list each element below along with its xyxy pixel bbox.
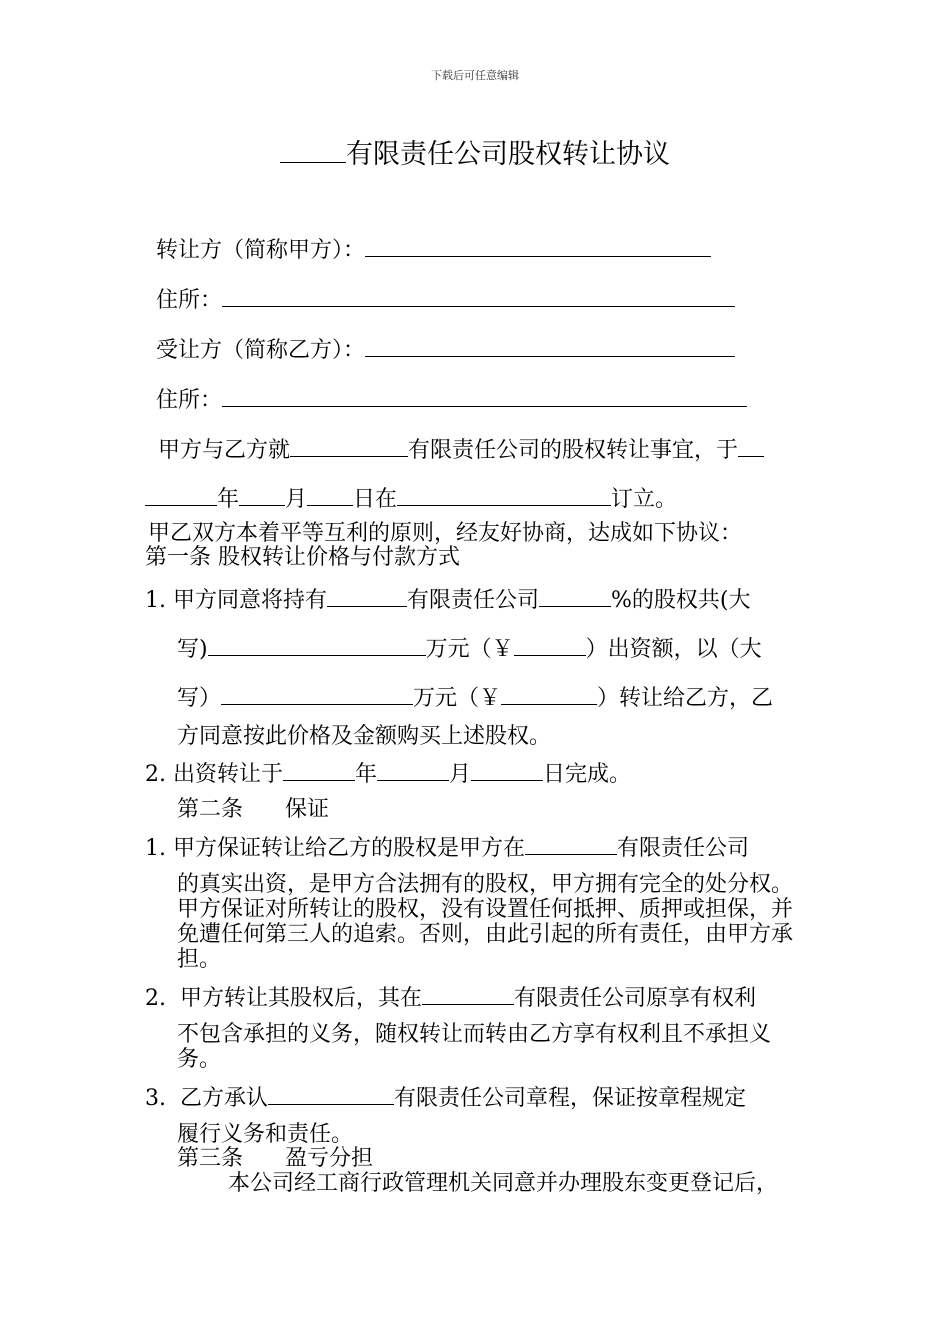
transferor-line: 转让方（简称甲方）： — [156, 234, 711, 266]
article-2-item-1-text: 的真实出资，是甲方合法拥有的股权，甲方拥有完全的处分权。甲方保证对所转让的股权，没有设置任何抵押、质押或担保，并免遭任何第三人的追索。否则，由此引起的所有责任，由甲方承担。 — [177, 872, 794, 972]
day-blank — [307, 483, 353, 506]
intro-line-3: 甲乙双方本着平等互利的原则，经友好协商，达成如下协议： — [148, 521, 743, 546]
guarantee-company-blank — [525, 832, 617, 855]
capital-words-blank — [208, 633, 426, 656]
article-1-item-2: 2. 出资转让于 年 月 日完成。 — [145, 758, 631, 790]
charter-company-blank — [268, 1082, 394, 1105]
transfer-day-blank — [471, 758, 543, 781]
article-1-item-1-line-4: 方同意按此价格及金额购买上述股权。 — [177, 724, 552, 749]
transferor-address-blank — [222, 284, 735, 307]
capital-amount-blank — [514, 633, 586, 656]
transferor-blank — [365, 234, 711, 257]
article-2-item-3-line-1: 3. 乙方承认 有限责任公司章程，保证按章程规定 — [145, 1082, 746, 1114]
holder-company-blank — [327, 584, 407, 607]
intro-line-1: 甲方与乙方就 有限责任公司的股权转让事宜，于 — [158, 434, 764, 466]
article-2-item-2-line-1: 2. 甲方转让其股权后，其在 有限责任公司原享有权利 — [145, 982, 756, 1014]
percent-blank — [539, 584, 611, 607]
document-title: 有限责任公司股权转让协议 — [0, 132, 950, 171]
month-blank — [239, 483, 285, 506]
transferor-address-line: 住所： — [156, 284, 735, 316]
article-2-heading: 第二条 保证 — [177, 797, 329, 822]
transferee-address-blank — [222, 384, 747, 407]
title-blank — [280, 140, 346, 163]
article-1-heading: 第一条 股权转让价格与付款方式 — [145, 545, 460, 570]
page-header: 下载后可任意编辑 — [431, 69, 519, 82]
transferee-line: 受让方（简称乙方）： — [156, 334, 735, 366]
company-blank — [290, 434, 408, 457]
transferee-blank — [365, 334, 735, 357]
rights-company-blank — [422, 982, 514, 1005]
article-1-item-1-line-2: 写) 万元（￥ ）出资额，以（大 — [177, 633, 762, 665]
article-2-item-2-text: 不包含承担的义务，随权转让而转由乙方享有权利且不承担义务。 — [177, 1022, 772, 1072]
intro-line-2: 年 月 日在 订立。 — [145, 483, 677, 515]
place-blank — [397, 483, 611, 506]
article-1-item-1-line-3: 写） 万元（￥ ）转让给乙方，乙 — [177, 682, 773, 714]
transfer-year-blank — [283, 758, 355, 781]
article-2-item-1-line-1: 1. 甲方保证转让给乙方的股权是甲方在 有限责任公司 — [145, 832, 749, 864]
transferee-address-line: 住所： — [156, 384, 747, 416]
price-amount-blank — [501, 682, 597, 705]
article-3-text: 本公司经工商行政管理机关同意并办理股东变更登记后， — [228, 1171, 779, 1196]
date-blank-start — [738, 434, 764, 457]
article-3-heading: 第三条 盈亏分担 — [177, 1146, 373, 1171]
article-2-item-3-text: 履行义务和责任。 — [177, 1122, 354, 1147]
transfer-month-blank — [377, 758, 449, 781]
year-blank — [145, 483, 217, 506]
article-1-item-1-line-1: 1. 甲方同意将持有 有限责任公司 %的股权共(大 — [145, 584, 751, 616]
price-words-blank — [221, 682, 413, 705]
